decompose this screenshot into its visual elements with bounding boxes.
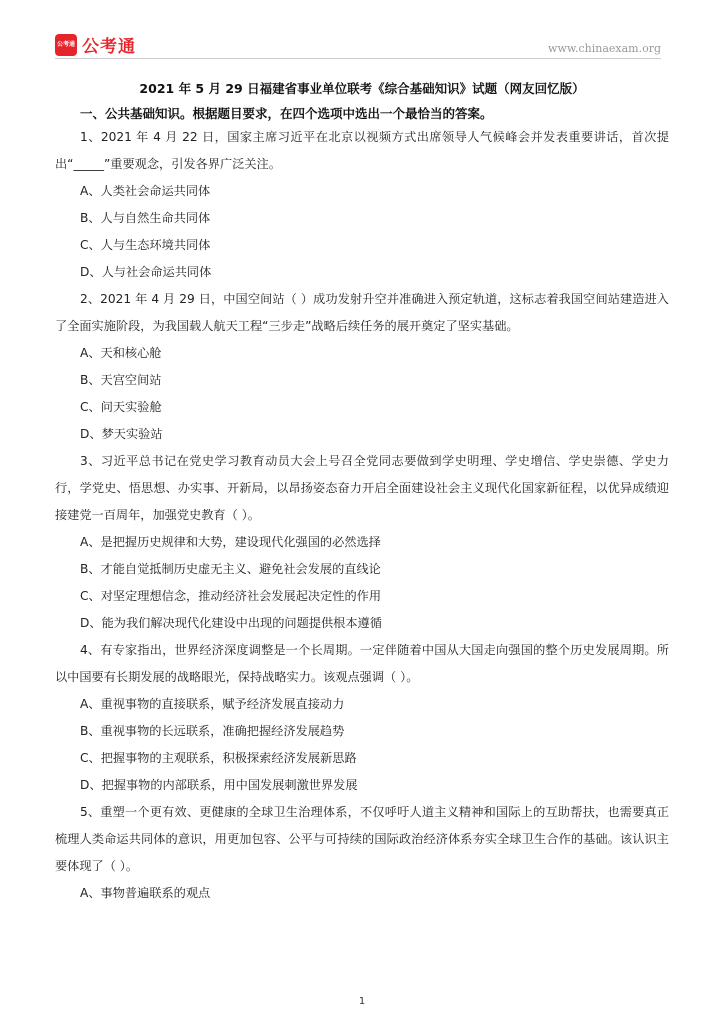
question-stem: 5、重塑一个更有效、更健康的全球卫生治理体系，不仅呼吁人道主义精神和国际上的互助帮扶，也需要真正梳理人类命运共同体的意识，用更加包容、公平与可持续的国际政治经济体系夯实全球卫生合作的基础。该认识主要体现了（ ）。	[55, 805, 669, 873]
option-a: A、重视事物的直接联系，赋予经济发展直接动力	[80, 697, 345, 711]
question-stem: 3、习近平总书记在党史学习教育动员大会上号召全党同志要做到学史明理、学史增信、学史崇德、学史力行，学党史、悟思想、办实事、开新局，以昂扬姿态奋力开启全面建设社会主义现代化国家新征程，以优异成绩迎接建党一百周年，加强党史教育（ ）。	[55, 454, 669, 522]
question-2	[55, 286, 669, 448]
option-a: A、事物普遍联系的观点	[80, 886, 211, 900]
option-c: C、把握事物的主观联系，积极探索经济发展新思路	[80, 751, 357, 765]
option-b: B、才能自觉抵制历史虚无主义、避免社会发展的直线论	[80, 562, 381, 576]
option-c: C、人与生态环境共同体	[80, 238, 211, 252]
page-number: 1	[358, 996, 366, 1007]
question-stem: 4、有专家指出，世界经济深度调整是一个长周期。一定伴随着中国从大国走向强国的整个历史发展周期。所以中国要有长期发展的战略眼光，保持战略实力。该观点强调（ ）。	[55, 643, 669, 684]
option-d: D、梦天实验站	[80, 427, 163, 441]
option-c: C、对坚定理想信念，推动经济社会发展起决定性的作用	[80, 589, 382, 603]
option-a: A、人类社会命运共同体	[80, 184, 211, 198]
question-4	[55, 637, 669, 799]
site-url: www.chinaexam.org	[548, 42, 661, 55]
question-stem: 2、2021 年 4 月 29 日，中国空间站（ ）成功发射升空并准确进入预定轨道，这标志着我国空间站建造进入了全面实施阶段，为我国载人航天工程“三步走”战略后续任务的展开奠定了坚实基础。	[55, 292, 669, 333]
option-d: D、人与社会命运共同体	[80, 265, 212, 279]
option-d: D、把握事物的内部联系，用中国发展刺激世界发展	[80, 778, 358, 792]
option-c: C、问天实验舱	[80, 400, 162, 414]
section-heading: 一、公共基础知识。根据题目要求，在四个选项中选出一个最恰当的答案。	[80, 106, 493, 121]
logo	[55, 32, 136, 57]
page-header	[55, 32, 661, 59]
question-list	[55, 124, 669, 907]
option-b: B、天宫空间站	[80, 373, 162, 387]
logo-text: 公考通	[82, 37, 136, 57]
option-b: B、重视事物的长远联系，准确把握经济发展趋势	[80, 724, 345, 738]
question-3	[55, 448, 669, 637]
document-title: 2021 年 5 月 29 日福建省事业单位联考《综合基础知识》试题（网友回忆版）	[139, 81, 585, 96]
question-stem: 1、2021 年 4 月 22 日，国家主席习近平在北京以视频方式出席领导人气候峰会并发表重要讲话，首次提出“_____”重要观念，引发各界广泛关注。	[55, 130, 669, 171]
option-a: A、天和核心舱	[80, 346, 162, 360]
question-5	[55, 799, 669, 907]
question-1	[55, 124, 669, 286]
logo-mark-icon: 公考通	[55, 34, 77, 56]
option-b: B、人与自然生命共同体	[80, 211, 211, 225]
option-d: D、能为我们解决现代化建设中出现的问题提供根本遵循	[80, 616, 382, 630]
option-a: A、是把握历史规律和大势，建设现代化强国的必然选择	[80, 535, 381, 549]
